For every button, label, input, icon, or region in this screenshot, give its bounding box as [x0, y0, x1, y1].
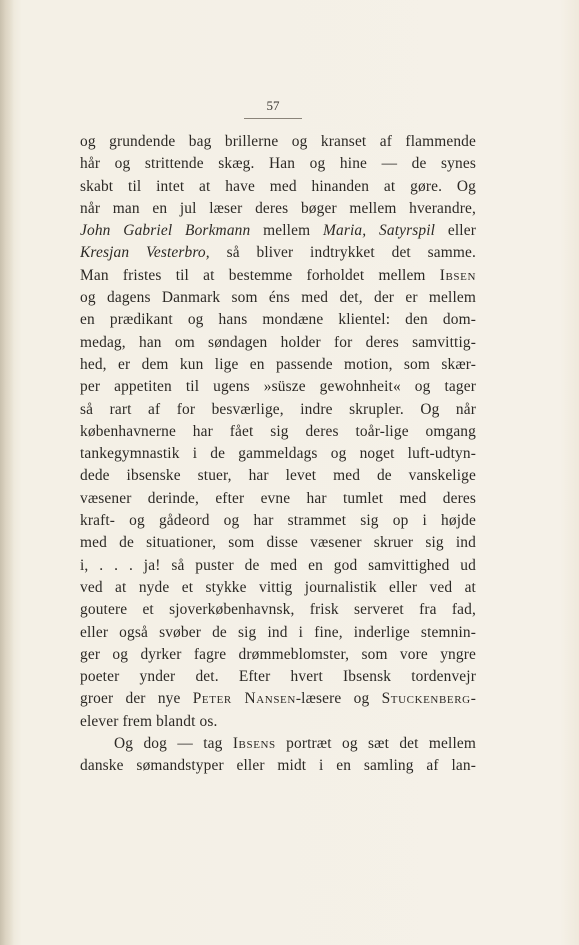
text-segment: groer der nye: [80, 690, 193, 708]
italic-title: Maria, Satyrspil: [323, 222, 436, 240]
text-segment: så bliver indtrykket det samme.: [209, 244, 476, 262]
text-line: ved at nyde et stykke vittig journalistik eller ved at: [80, 578, 476, 596]
text-line: tankegymnastik i de gammeldags og noget luft-udtyn-: [80, 445, 476, 463]
text-line: poeter ynder det. Efter hvert Ibsensk tordenvejr: [80, 668, 476, 686]
text-line: per appetiten til ugens »süsze gewohnheit« og tager: [80, 378, 476, 396]
header-rule: [244, 118, 302, 119]
small-caps-name: Ibsen: [439, 266, 476, 284]
text-line: når man en jul læser deres bøger mellem hverandre,: [80, 199, 476, 217]
body-text: [80, 131, 476, 778]
text-segment: eller: [435, 222, 476, 240]
text-line: [80, 242, 476, 264]
page-binding-shadow: [0, 0, 14, 945]
text-line: og dagens Danmark som éns med det, der er mellem: [80, 289, 476, 307]
text-line: en prædikant og hans mondæne klientel: den dom-: [80, 311, 476, 329]
text-line: danske sømandstyper eller midt i en samling af lan-: [80, 757, 476, 775]
text-line: og grundende bag brillerne og kranset af flammende: [80, 133, 476, 150]
italic-title: John Gabriel Borkmann: [80, 222, 251, 240]
text-line: med de situationer, som disse væsener skruer sig ind: [80, 534, 476, 552]
text-line: hed, er dem kun lige en passende motion, som skær-: [80, 355, 476, 373]
text-line: københavnerne har fået sig deres toår-lige omgang: [80, 422, 476, 440]
small-caps-name: Ibsens: [232, 735, 276, 753]
text-segment: portræt og sæt det mellem: [275, 735, 476, 753]
text-line: [80, 733, 476, 755]
text-line: kraft- og gådeord og har strammet sig op i højde: [80, 512, 476, 530]
text-line: ger og dyrker fagre drømmeblomster, som vore yngre: [80, 645, 476, 663]
text-line: i, . . . ja! så puster de med en god samvittighed ud: [80, 556, 476, 574]
small-caps-name: Stuckenberg: [381, 690, 471, 708]
text-line: væsener derinde, efter evne har tumlet med deres: [80, 489, 476, 507]
text-line: hår og strittende skæg. Han og hine — de synes: [80, 155, 476, 173]
text-line: elever frem blandt os.: [80, 712, 218, 730]
text-segment: Og dog — tag: [114, 735, 233, 753]
text-line: skabt til intet at have med hinanden at gøre. Og: [80, 177, 476, 195]
text-segment: -læsere og: [295, 690, 382, 708]
text-line: medag, han om søndagen holder for deres samvittig-: [80, 333, 476, 351]
text-segment: -: [470, 690, 476, 708]
text-segment: Man fristes til at bestemme forholdet mellem: [80, 266, 440, 284]
text-line: [80, 265, 476, 287]
text-segment: mellem: [250, 222, 324, 240]
text-line: [80, 220, 476, 242]
text-line: [80, 688, 476, 710]
small-caps-name: Peter Nansen: [192, 690, 296, 708]
text-line: goutere et sjoverkøbenhavnsk, frisk serveret fra fad,: [80, 601, 476, 619]
text-line: dede ibsenske stuer, har levet med de vanskelige: [80, 467, 476, 485]
italic-title: Kresjan Vesterbro,: [80, 244, 210, 262]
text-line: eller også svøber de sig ind i fine, inderlige stemnin-: [80, 623, 476, 641]
text-line: så rart af for besværlige, indre skrupler. Og når: [80, 400, 476, 418]
page-number: 57: [266, 98, 280, 113]
